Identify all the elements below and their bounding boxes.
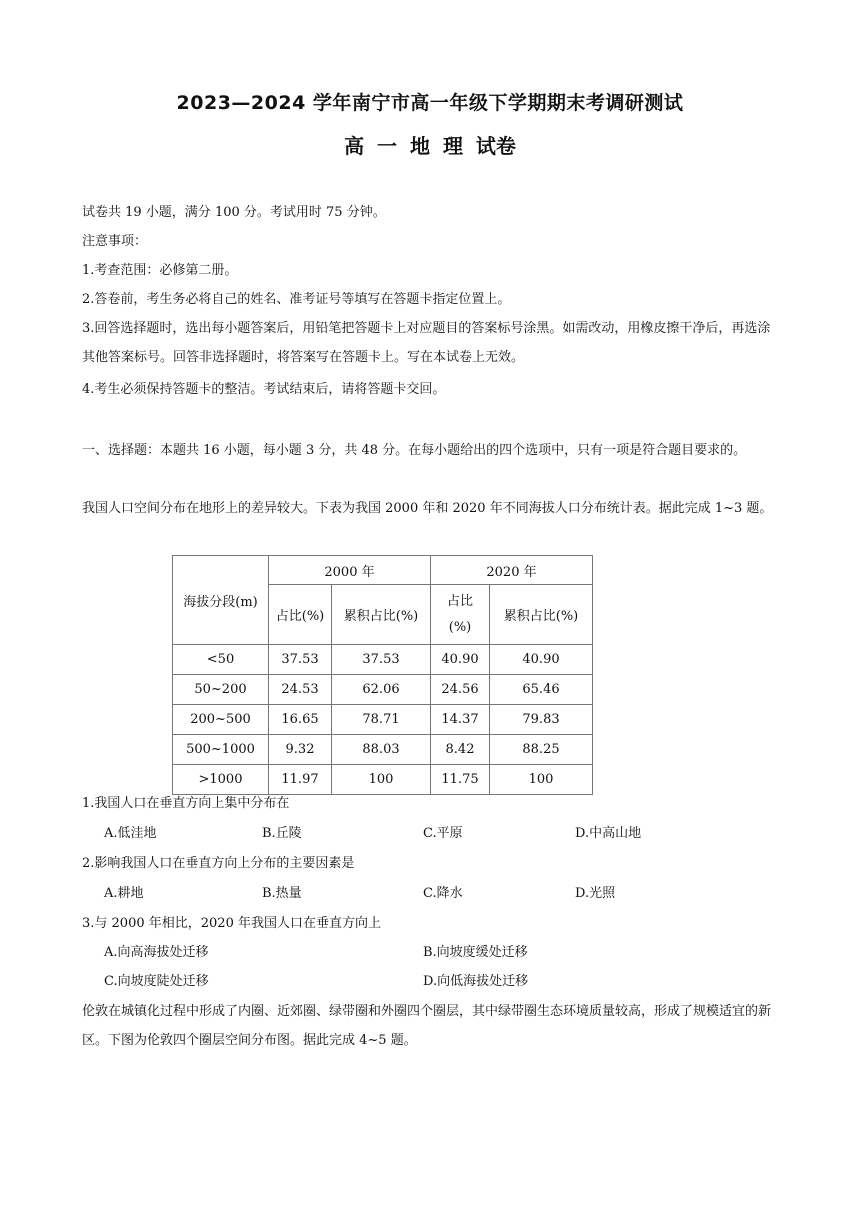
cell-band: <50 [173, 645, 269, 675]
answer-option: B.热量 [262, 886, 302, 901]
answer-option: C.平原 [423, 826, 463, 841]
cell-band: 200~500 [173, 705, 269, 735]
answer-option: C.降水 [423, 886, 463, 901]
header-year-2020: 2020 年 [431, 556, 593, 585]
answer-option: D.向低海拔处迁移 [423, 974, 529, 989]
header-altitude-band: 海拔分段(m) [173, 556, 269, 645]
table-row [173, 735, 593, 765]
cell-value: 24.56 [431, 675, 490, 705]
answer-option: D.中高山地 [575, 826, 642, 841]
header-share: 占比(%) [431, 585, 490, 645]
cell-value: 8.42 [431, 735, 490, 765]
table-row [173, 765, 593, 795]
cell-value: 11.97 [269, 765, 332, 795]
cell-value: 14.37 [431, 705, 490, 735]
header-cumulative: 累积占比(%) [332, 585, 431, 645]
question-stem: 1.我国人口在垂直方向上集中分布在 [82, 796, 290, 811]
cell-value: 62.06 [332, 675, 431, 705]
cell-value: 88.25 [490, 735, 593, 765]
answer-option: A.低洼地 [104, 826, 157, 841]
cell-value: 37.53 [332, 645, 431, 675]
notice-item: 4.考生必须保持答题卡的整洁。考试结束后，请将答题卡交回。 [82, 382, 446, 397]
cell-value: 37.53 [269, 645, 332, 675]
answer-option: D.光照 [575, 886, 616, 901]
answer-option: C.向坡度陡处迁移 [104, 974, 209, 989]
exam-title: 2023—2024 学年南宁市高一年级下学期期末考调研测试 [176, 92, 684, 114]
cell-value: 16.65 [269, 705, 332, 735]
table-row [173, 675, 593, 705]
exam-summary: 试卷共 19 小题，满分 100 分。考试用时 75 分钟。 [82, 205, 386, 220]
cell-band: >1000 [173, 765, 269, 795]
answer-option: A.耕地 [104, 886, 144, 901]
cell-value: 24.53 [269, 675, 332, 705]
notice-item: 1.考查范围：必修第二册。 [82, 263, 238, 278]
cell-value: 9.32 [269, 735, 332, 765]
header-cumulative: 累积占比(%) [490, 585, 593, 645]
answer-option: B.向坡度缓处迁移 [423, 945, 528, 960]
cell-value: 100 [490, 765, 593, 795]
cell-value: 65.46 [490, 675, 593, 705]
question-stem: 3.与 2000 年相比，2020 年我国人口在垂直方向上 [82, 916, 381, 931]
cell-value: 88.03 [332, 735, 431, 765]
table-row [173, 645, 593, 675]
answer-option: B.丘陵 [262, 826, 302, 841]
cell-value: 100 [332, 765, 431, 795]
cell-value: 40.90 [431, 645, 490, 675]
section-heading: 一、选择题：本题共 16 小题，每小题 3 分，共 48 分。在每小题给出的四个选项中，只有一项是符合题目要求的。 [82, 443, 747, 458]
table-row [173, 705, 593, 735]
cell-value: 11.75 [431, 765, 490, 795]
header-share: 占比(%) [269, 585, 332, 645]
cell-band: 50~200 [173, 675, 269, 705]
material-paragraph: 伦敦在城镇化过程中形成了内圈、近郊圈、绿带圈和外圈四个圈层，其中绿带圈生态环境质量较高，形成了规模适宜的新区。下图为伦敦四个圈层空间分布图。据此完成 4~5 题。 [82, 1004, 772, 1048]
cell-value: 78.71 [332, 705, 431, 735]
cell-band: 500~1000 [173, 735, 269, 765]
population-altitude-table [172, 555, 593, 795]
material-paragraph: 我国人口空间分布在地形上的差异较大。下表为我国 2000 年和 2020 年不同海拔人口分布统计表。据此完成 1~3 题。 [82, 501, 773, 516]
notice-label: 注意事项： [82, 234, 148, 249]
cell-value: 40.90 [490, 645, 593, 675]
answer-option: A.向高海拔处迁移 [104, 945, 209, 960]
notice-item: 2.答卷前，考生务必将自己的姓名、准考证号等填写在答题卡指定位置上。 [82, 292, 511, 307]
header-year-2000: 2000 年 [269, 556, 431, 585]
question-stem: 2.影响我国人口在垂直方向上分布的主要因素是 [82, 856, 355, 871]
exam-subtitle: 高 一 地 理 试卷 [344, 134, 516, 158]
cell-value: 79.83 [490, 705, 593, 735]
notice-item: 3.回答选择题时，选出每小题答案后，用铅笔把答题卡上对应题目的答案标号涂黑。如需改动，用橡皮擦干净后，再选涂其他答案标号。回答非选择题时，将答案写在答题卡上。写在本试卷上无效。 [82, 321, 771, 365]
